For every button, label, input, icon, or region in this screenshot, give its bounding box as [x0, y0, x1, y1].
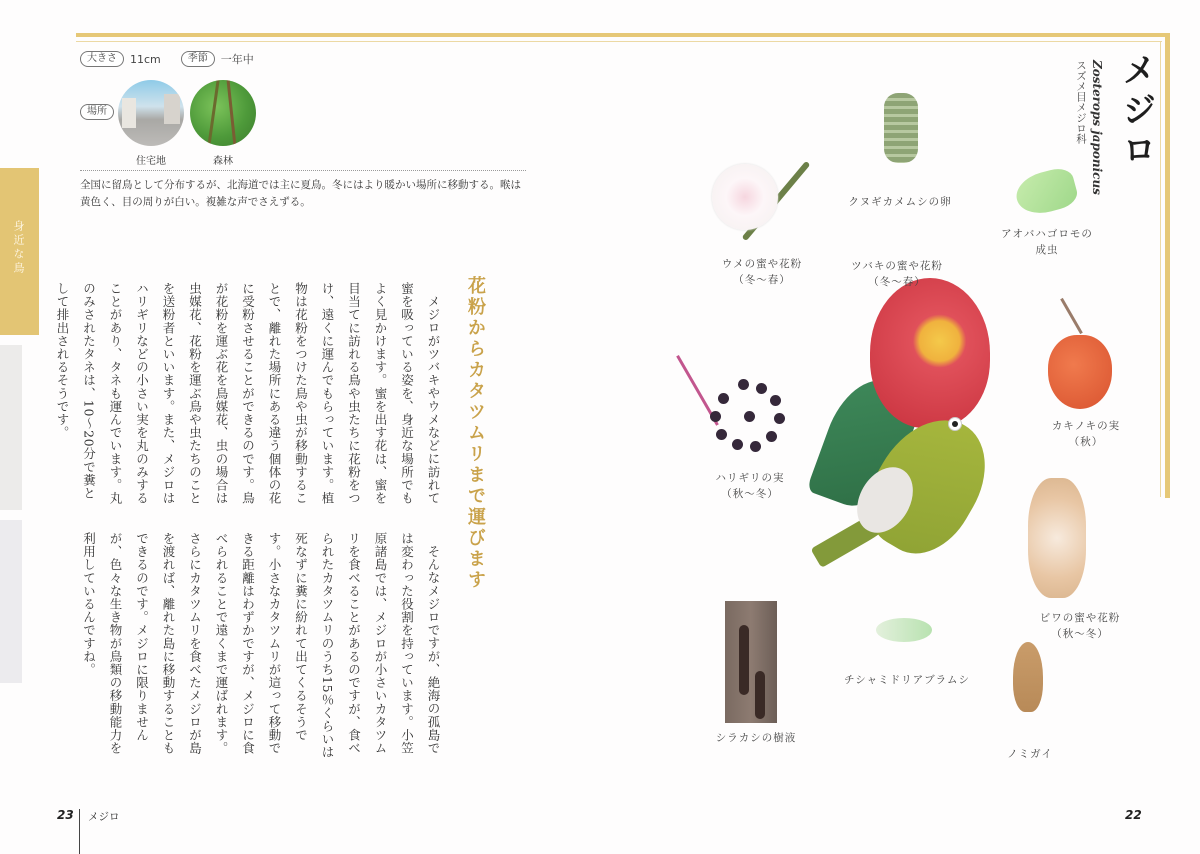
oak-sap-illustration — [725, 601, 777, 723]
dotted-divider — [80, 170, 526, 171]
scientific-name: Zosterops japonicus — [1090, 60, 1104, 195]
habitat-residential — [118, 80, 184, 167]
stink-bug-egg-illustration — [884, 93, 918, 163]
running-title: メジロ — [88, 811, 120, 823]
habitat-row — [80, 80, 262, 167]
habitat-label: 住宅地 — [136, 156, 166, 167]
persimmon-stem — [1060, 298, 1083, 334]
ume-blossom-illustration — [708, 158, 808, 250]
page-number-right: 22 — [1125, 808, 1142, 822]
harigiri-berries-illustration — [708, 375, 790, 457]
info-row — [80, 51, 268, 67]
forest-icon — [190, 80, 256, 146]
illustration-label-harigiri: ハリギリの実 （秋～冬） — [715, 472, 785, 500]
article-heading: 花粉からカタツムリまで運びます — [465, 276, 486, 591]
illustration-label-egg: クヌギカメムシの卵 — [848, 196, 952, 208]
side-tab-2[interactable] — [0, 345, 22, 510]
size-label: 大きさ — [80, 51, 124, 67]
illustration-label-tsubaki: ツバキの蜜や花粉 （冬～春） — [851, 260, 943, 288]
snail-illustration — [1013, 642, 1043, 712]
habitat-label: 森林 — [213, 156, 233, 167]
place-label: 場所 — [80, 104, 114, 120]
gold-frame-top — [76, 33, 1170, 37]
side-tab-familiar-birds[interactable] — [0, 168, 39, 335]
illustration-label-aphid: チシャミドリアブラムシ — [844, 674, 970, 686]
illustration-label-biwa: ビワの蜜や花粉 （秋～冬） — [1039, 612, 1121, 640]
illustration-label-ume: ウメの蜜や花粉 （冬～春） — [721, 258, 803, 286]
gold-frame-right — [1165, 33, 1170, 498]
planthopper-illustration — [1012, 165, 1080, 219]
footer-divider — [79, 809, 80, 854]
article-paragraph-1: メジロがツバキやウメなどに訪れて蜜を吸っている姿を、身近な場所でもよく見かけます。蜜を出す花は、蜜を目当てに訪れる鳥や虫たちに花粉をつけ、遠くに運んでもらっています。植物は花粉をつけた鳥や虫が移動することで、離れた場所にある違う個体の花に受粉させることができるのです。鳥が花粉を運ぶ花を鳥媒花、虫の場合は虫媒花、花粉を運ぶ鳥や虫たちのことを送粉者といいます。また、メジロはハリギリなどの小さい実を丸のみすることがあり、タネも運んでいます。丸のみされたタネは、10～20分で糞として排出されるそうです。 — [55, 282, 441, 505]
season-label: 季節 — [181, 51, 215, 67]
persimmon-illustration — [1048, 335, 1112, 409]
species-summary: 全国に留鳥として分布するが、北海道では主に夏鳥。冬にはより暖かい場所に移動する。喉は黄色く、目の周りが白い。複雑な声でさえずる。 — [80, 179, 521, 208]
illustration-label-aoba: アオバハゴロモの 成虫 — [1001, 228, 1093, 256]
gold-frame-top-inner — [76, 41, 1162, 42]
size-value: 11cm — [130, 52, 161, 66]
season-value: 一年中 — [220, 53, 254, 66]
mejiro-bird-illustration — [840, 405, 990, 555]
side-tab-label: 身近な鳥 — [12, 220, 25, 276]
taxonomic-family: スズメ目メジロ科 — [1075, 60, 1087, 144]
species-title: メジロ — [1116, 52, 1156, 172]
residential-area-icon — [118, 80, 184, 146]
side-tab-3[interactable] — [0, 520, 22, 683]
illustration-label-snail: ノミガイ — [1007, 748, 1053, 760]
habitat-forest — [190, 80, 256, 167]
article-paragraph-2: そんなメジロですが、絶海の孤島では変わった役割を持っています。小笠原諸島では、メジロが小さいカタツムリを食べることがあるのですが、食べられたカタツムリのうち15％くらいは死なずに糞に紛れて出てくるそうです。小さなカタツムリが這って移動できる距離はわずかですが、メジロに食べられることで遠くまで運ばれます。さらにカタツムリを食べたメジロが島を渡れば、離れた島に移動することもできるのです。メジロに限りませんが、色々な生き物が鳥類の移動能力を利用しているんですね。 — [81, 532, 441, 759]
page-number-left: 23 — [57, 808, 74, 822]
loquat-blossom-illustration — [1028, 478, 1086, 598]
illustration-label-kaki: カキノキの実 （秋） — [1051, 420, 1121, 448]
illustration-label-bark: シラカシの樹液 — [715, 732, 797, 744]
aphid-illustration — [876, 618, 932, 642]
